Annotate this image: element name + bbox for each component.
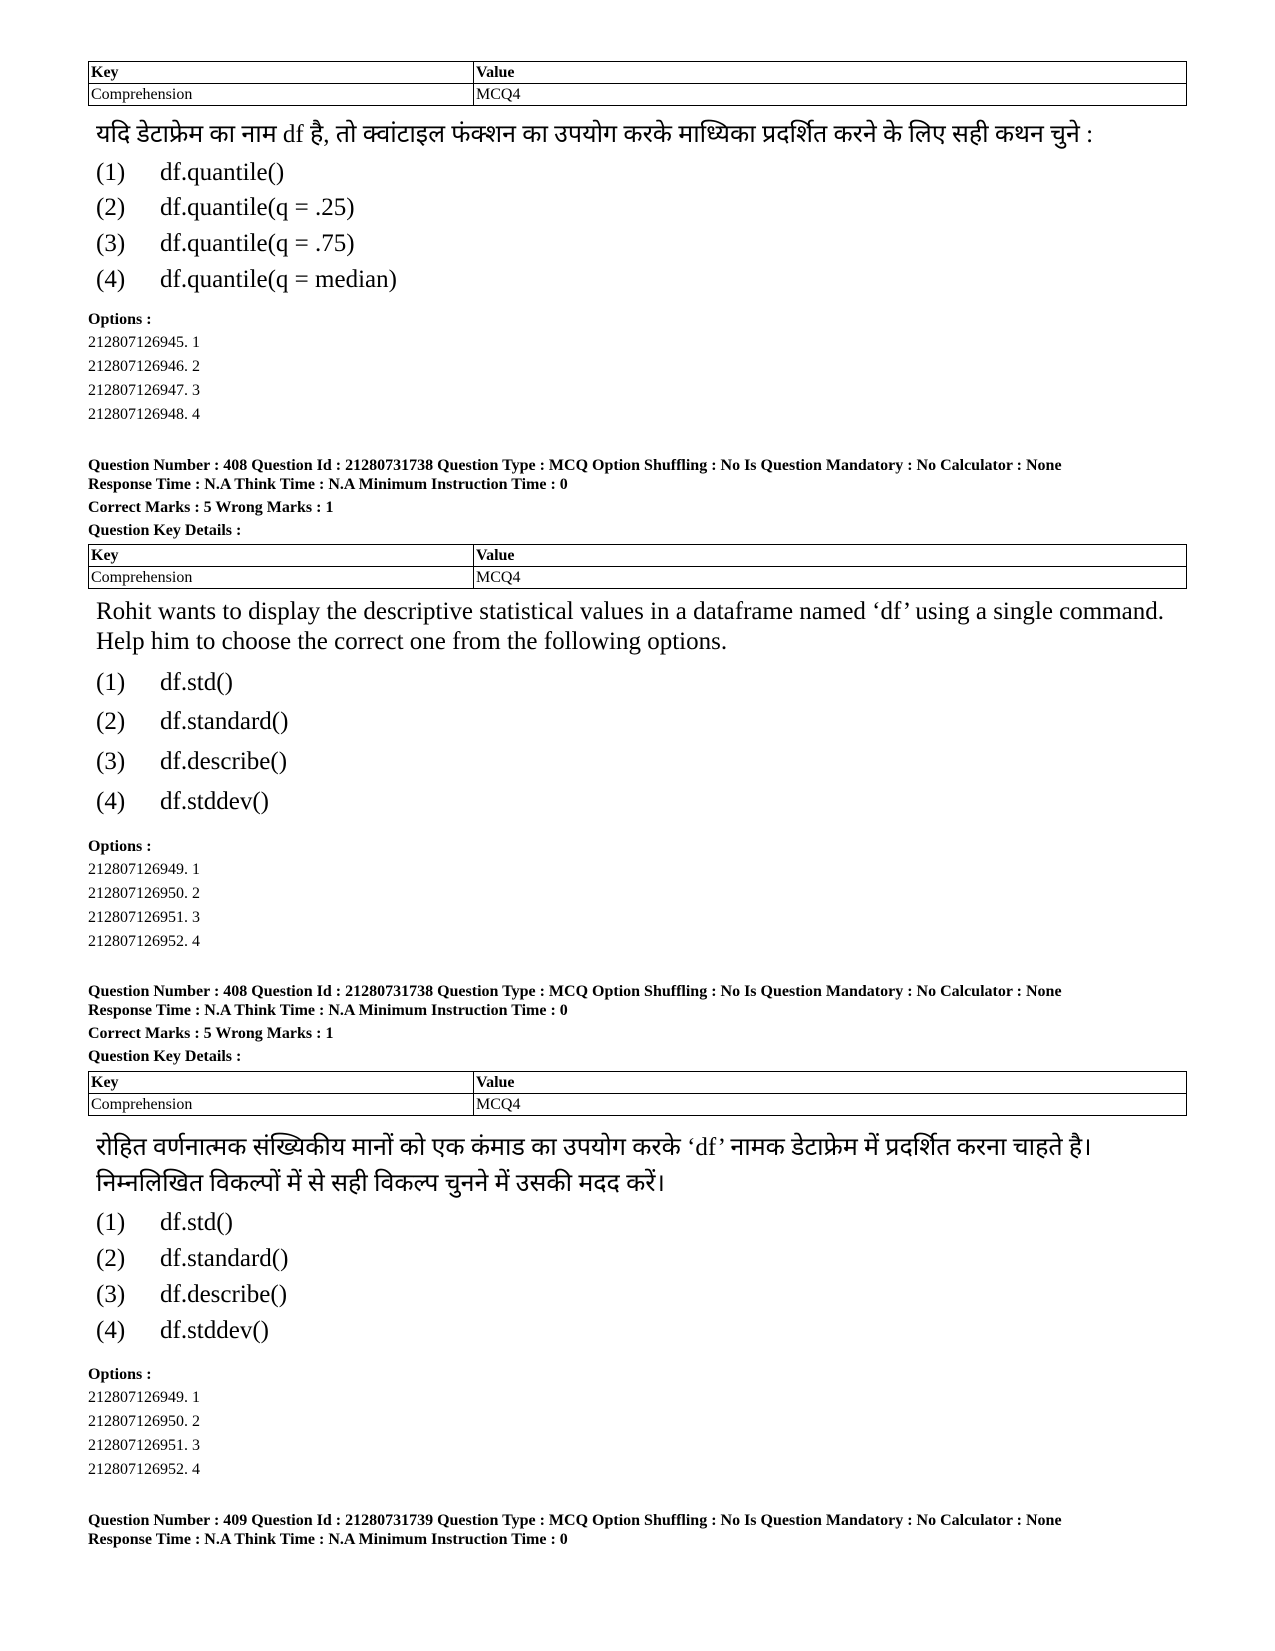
marks-line: Correct Marks : 5 Wrong Marks : 1 [88, 1025, 334, 1042]
choice-number: (2) [96, 708, 126, 735]
choice-item [96, 1280, 287, 1310]
marks-line: Correct Marks : 5 Wrong Marks : 1 [88, 499, 334, 516]
choice-number: (1) [96, 159, 126, 186]
choice-item [96, 1208, 233, 1238]
option-line: 212807126951. 3 [88, 909, 200, 926]
choice-text: df.standard() [160, 1245, 289, 1272]
choice-item [96, 707, 288, 737]
choice-item [96, 787, 269, 817]
options-label: Options : [88, 311, 152, 328]
option-line: 212807126947. 3 [88, 382, 200, 399]
choice-text: df.stddev() [160, 1317, 269, 1344]
question-text: Rohit wants to display the descriptive statistical values in a dataframe named ‘df’ using a single command. Help him to choose the correct one from the following options. [96, 598, 1164, 655]
option-line: 212807126952. 4 [88, 933, 200, 950]
value-cell: MCQ4 [474, 567, 1187, 589]
key-header: Key [89, 545, 474, 567]
option-line: 212807126949. 1 [88, 861, 200, 878]
choice-item [96, 1244, 288, 1274]
choice-item [96, 229, 355, 259]
option-line: 212807126945. 1 [88, 334, 200, 351]
choice-number: (4) [96, 1317, 126, 1344]
choice-text: df.describe() [160, 1281, 288, 1308]
response-time-line: Response Time : N.A Think Time : N.A Minimum Instruction Time : 0 [88, 1002, 568, 1019]
choice-text: df.quantile(q = median) [160, 266, 397, 293]
choice-number: (4) [96, 266, 126, 293]
key-header: Key [89, 62, 474, 84]
choice-item [96, 1316, 269, 1346]
choice-number: (2) [96, 1245, 126, 1272]
question-meta-line: Question Number : 408 Question Id : 21280731738 Question Type : MCQ Option Shuffling : No Is Question Mandatory : No Calculator : None [88, 457, 1062, 474]
value-cell: MCQ4 [474, 1094, 1187, 1116]
next-response-time-line: Response Time : N.A Think Time : N.A Minimum Instruction Time : 0 [88, 1531, 568, 1548]
question-key-table [88, 1071, 1187, 1116]
choice-number: (1) [96, 1209, 126, 1236]
choice-number: (4) [96, 788, 126, 815]
options-label: Options : [88, 1366, 152, 1383]
choice-item [96, 265, 397, 295]
question-meta-line: Question Number : 408 Question Id : 21280731738 Question Type : MCQ Option Shuffling : No Is Question Mandatory : No Calculator : None [88, 983, 1062, 1000]
option-line: 212807126949. 1 [88, 1389, 200, 1406]
question-text: यदि डेटाफ्रेम का नाम df है, तो क्वांटाइल फंक्शन का उपयोग करके माध्यिका प्रदर्शित करने के लिए सही कथन चुने : [96, 121, 1094, 148]
key-cell: Comprehension [89, 567, 474, 589]
question-key-table [88, 544, 1187, 589]
key-details-label: Question Key Details : [88, 522, 242, 539]
choice-text: df.stddev() [160, 788, 269, 815]
option-line: 212807126950. 2 [88, 885, 200, 902]
options-label: Options : [88, 838, 152, 855]
choice-text: df.describe() [160, 748, 288, 775]
value-header: Value [474, 1072, 1187, 1094]
key-details-label: Question Key Details : [88, 1048, 242, 1065]
question-text: रोहित वर्णनात्मक संख्यिकीय मानों को एक कंमाड का उपयोग करके ‘df’ नामक डेटाफ्रेम में प्रदर्शित करना चाहते है। निम्नलिखित विकल्पों में से सही विकल्प चुनने में उसकी मदद करें। [96, 1134, 1092, 1197]
value-header: Value [474, 62, 1187, 84]
key-header: Key [89, 1072, 474, 1094]
choice-text: df.quantile(q = .75) [160, 230, 355, 257]
choice-number: (2) [96, 194, 126, 221]
key-cell: Comprehension [89, 1094, 474, 1116]
choice-item [96, 668, 233, 698]
value-cell: MCQ4 [474, 84, 1187, 106]
choice-number: (3) [96, 1281, 126, 1308]
choice-number: (3) [96, 748, 126, 775]
response-time-line: Response Time : N.A Think Time : N.A Minimum Instruction Time : 0 [88, 476, 568, 493]
option-line: 212807126948. 4 [88, 406, 200, 423]
value-header: Value [474, 545, 1187, 567]
choice-text: df.quantile(q = .25) [160, 194, 355, 221]
key-cell: Comprehension [89, 84, 474, 106]
option-line: 212807126950. 2 [88, 1413, 200, 1430]
choice-text: df.std() [160, 1209, 233, 1236]
choice-number: (3) [96, 230, 126, 257]
choice-text: df.quantile() [160, 159, 285, 186]
question-key-table [88, 61, 1187, 106]
choice-text: df.std() [160, 669, 233, 696]
next-question-meta-line: Question Number : 409 Question Id : 21280731739 Question Type : MCQ Option Shuffling : No Is Question Mandatory : No Calculator : None [88, 1512, 1062, 1529]
option-line: 212807126951. 3 [88, 1437, 200, 1454]
choice-number: (1) [96, 669, 126, 696]
choice-text: df.standard() [160, 708, 289, 735]
option-line: 212807126946. 2 [88, 358, 200, 375]
option-line: 212807126952. 4 [88, 1461, 200, 1478]
choice-item [96, 158, 284, 188]
choice-item [96, 747, 287, 777]
choice-item [96, 193, 355, 223]
